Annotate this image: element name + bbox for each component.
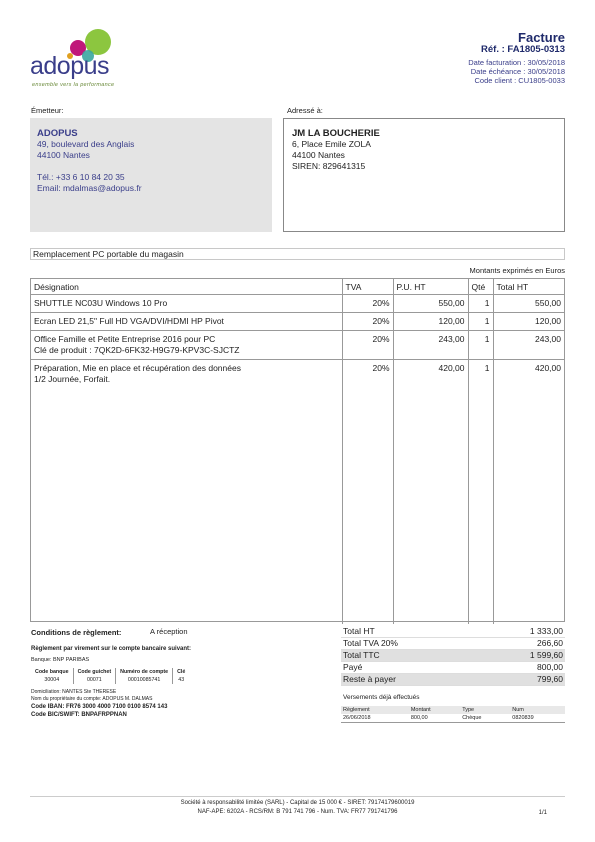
col-total: Total HT <box>493 279 564 295</box>
bank-domiciliation: Domiciliation: NANTES Ste THERESE <box>31 689 117 695</box>
item-designation: SHUTTLE NC03U Windows 10 Pro <box>34 298 168 308</box>
payment-amount: 800,00 <box>409 714 460 723</box>
payments-title: Versements déjà effectués <box>343 694 420 701</box>
totals-table <box>341 626 565 686</box>
iban-code: Code IBAN: FR76 3000 4000 7100 0100 8574 143 <box>31 704 168 710</box>
total-label: Total HT <box>341 626 479 638</box>
branch-code-header: Code guichet <box>73 668 116 676</box>
recipient-address1: 6, Place Emile ZOLA <box>292 139 371 149</box>
emitter-label: Émetteur: <box>31 106 64 115</box>
branch-code: 00071 <box>73 676 116 684</box>
logo-wordmark: adopus <box>30 52 110 80</box>
invoice-date: Date facturation : 30/05/2018 <box>468 58 565 67</box>
recipient-name: JM LA BOUCHERIE <box>292 128 380 139</box>
item-quantity: 1 <box>468 331 493 360</box>
item-tva: 20% <box>342 331 393 360</box>
item-designation: Ecran LED 21,5" Full HD VGA/DVI/HDMI HP Pivot <box>34 316 224 326</box>
bank-name: Banque: BNP PARIBAS <box>31 657 90 663</box>
item-designation: Office Famille et Petite Entreprise 2016 pour PC <box>34 334 216 344</box>
item-total: 120,00 <box>493 313 564 331</box>
total-label: Payé <box>341 662 479 674</box>
table-row <box>31 295 564 313</box>
item-tva: 20% <box>342 360 393 625</box>
item-total: 420,00 <box>535 363 561 373</box>
bank-transfer-title: Règlement par virement sur le compte bancaire suivant: <box>31 646 192 652</box>
key-header: Clé <box>173 668 190 676</box>
emitter-phone: Tél.: +33 6 10 84 20 35 <box>37 172 125 182</box>
item-quantity: 1 <box>468 295 493 313</box>
table-row <box>31 360 564 625</box>
footer-divider <box>30 796 565 797</box>
total-label: Total TTC <box>341 650 479 662</box>
emitter-email: Email: mdalmas@adopus.fr <box>37 183 142 193</box>
emitter-box <box>30 118 272 232</box>
table-row <box>341 714 565 723</box>
payment-type-header: Type <box>460 706 510 714</box>
total-label: Reste à payer <box>341 674 479 686</box>
emitter-address1: 49, boulevard des Anglais <box>37 139 135 149</box>
invoice-due-date: Date échéance : 30/05/2018 <box>470 67 565 76</box>
payment-num-header: Num <box>510 706 565 714</box>
recipient-address2: 44100 Nantes <box>292 150 345 160</box>
payment-date: 26/06/2018 <box>341 714 409 723</box>
emitter-address2: 44100 Nantes <box>37 150 90 160</box>
item-detail: 1/2 Journée, Forfait. <box>34 374 111 384</box>
col-unit-price: P.U. HT <box>393 279 468 295</box>
col-designation: Désignation <box>31 279 342 295</box>
total-value: 1 333,00 <box>479 626 566 638</box>
total-value: 800,00 <box>479 662 566 674</box>
item-tva: 20% <box>342 313 393 331</box>
col-tva: TVA <box>342 279 393 295</box>
invoice-subject: Remplacement PC portable du magasin <box>30 248 565 260</box>
page-number: 1/1 <box>538 810 547 816</box>
invoice-reference: Réf. : FA1805-0313 <box>481 44 565 55</box>
item-unit-price: 550,00 <box>393 295 468 313</box>
payment-type: Chèque <box>460 714 510 723</box>
item-designation: Préparation, Mie en place et récupération des données <box>34 363 241 373</box>
total-row <box>341 626 565 638</box>
item-unit-price: 120,00 <box>393 313 468 331</box>
emitter-name: ADOPUS <box>37 128 78 139</box>
payment-num: 0820839 <box>510 714 565 723</box>
total-label: Total TVA 20% <box>341 638 479 650</box>
invoice-meta <box>468 58 565 85</box>
recipient-siren: SIREN: 829641315 <box>292 161 366 171</box>
payments-table <box>341 706 565 723</box>
items-table <box>30 278 565 622</box>
item-quantity: 1 <box>468 360 493 625</box>
total-value: 1 599,60 <box>479 650 566 662</box>
account-owner: Nom du propriétaire du compte: ADOPUS M. DALMAS <box>31 696 153 702</box>
account-number-header: Numéro de compte <box>116 668 173 676</box>
recipient-label: Adressé à: <box>287 106 323 115</box>
bank-details-table <box>31 668 189 684</box>
item-unit-price: 243,00 <box>393 331 468 360</box>
table-row <box>31 331 564 360</box>
item-total: 550,00 <box>493 295 564 313</box>
item-quantity: 1 <box>468 313 493 331</box>
item-tva: 20% <box>342 295 393 313</box>
logo-tagline: ensemble vers la performance <box>32 82 115 88</box>
payment-conditions-value: A réception <box>150 627 188 636</box>
item-total: 243,00 <box>493 331 564 360</box>
payment-amount-header: Montant <box>409 706 460 714</box>
total-row <box>341 638 565 650</box>
account-number: 00010085741 <box>116 676 173 684</box>
bic-code: Code BIC/SWIFT: BNPAFRPPNAN <box>31 712 127 718</box>
table-row <box>31 313 564 331</box>
col-quantity: Qté <box>468 279 493 295</box>
item-unit-price: 420,00 <box>393 360 468 625</box>
currency-note: Montants exprimés en Euros <box>469 266 565 275</box>
payment-conditions-label: Conditions de règlement: <box>31 628 122 637</box>
total-row <box>341 662 565 674</box>
total-value: 266,60 <box>479 638 566 650</box>
recipient-box <box>283 118 565 232</box>
client-code: Code client : CU1805-0033 <box>474 76 565 85</box>
bank-code-header: Code banque <box>35 669 69 675</box>
bank-code: 30004 <box>44 677 60 683</box>
account-key: 43 <box>173 676 190 684</box>
items-header-row <box>31 279 564 295</box>
total-value: 799,60 <box>479 674 566 686</box>
footer-registration-info: NAF-APE: 6202A - RCS/RM: B 791 741 796 - Num. TVA: FR77 791741796 <box>197 809 398 815</box>
total-row <box>341 650 565 662</box>
document-title: Facture <box>518 30 565 45</box>
footer-company-info: Société à responsabilité limitée (SARL) - Capital de 15 000 € - SIRET: 79174179600019 <box>180 800 415 806</box>
total-row <box>341 674 565 686</box>
payment-date-header: Règlement <box>341 706 409 714</box>
item-detail: Clé de produit : 7QK2D-6FK32-H9G79-KPV3C-SJCTZ <box>34 345 240 355</box>
